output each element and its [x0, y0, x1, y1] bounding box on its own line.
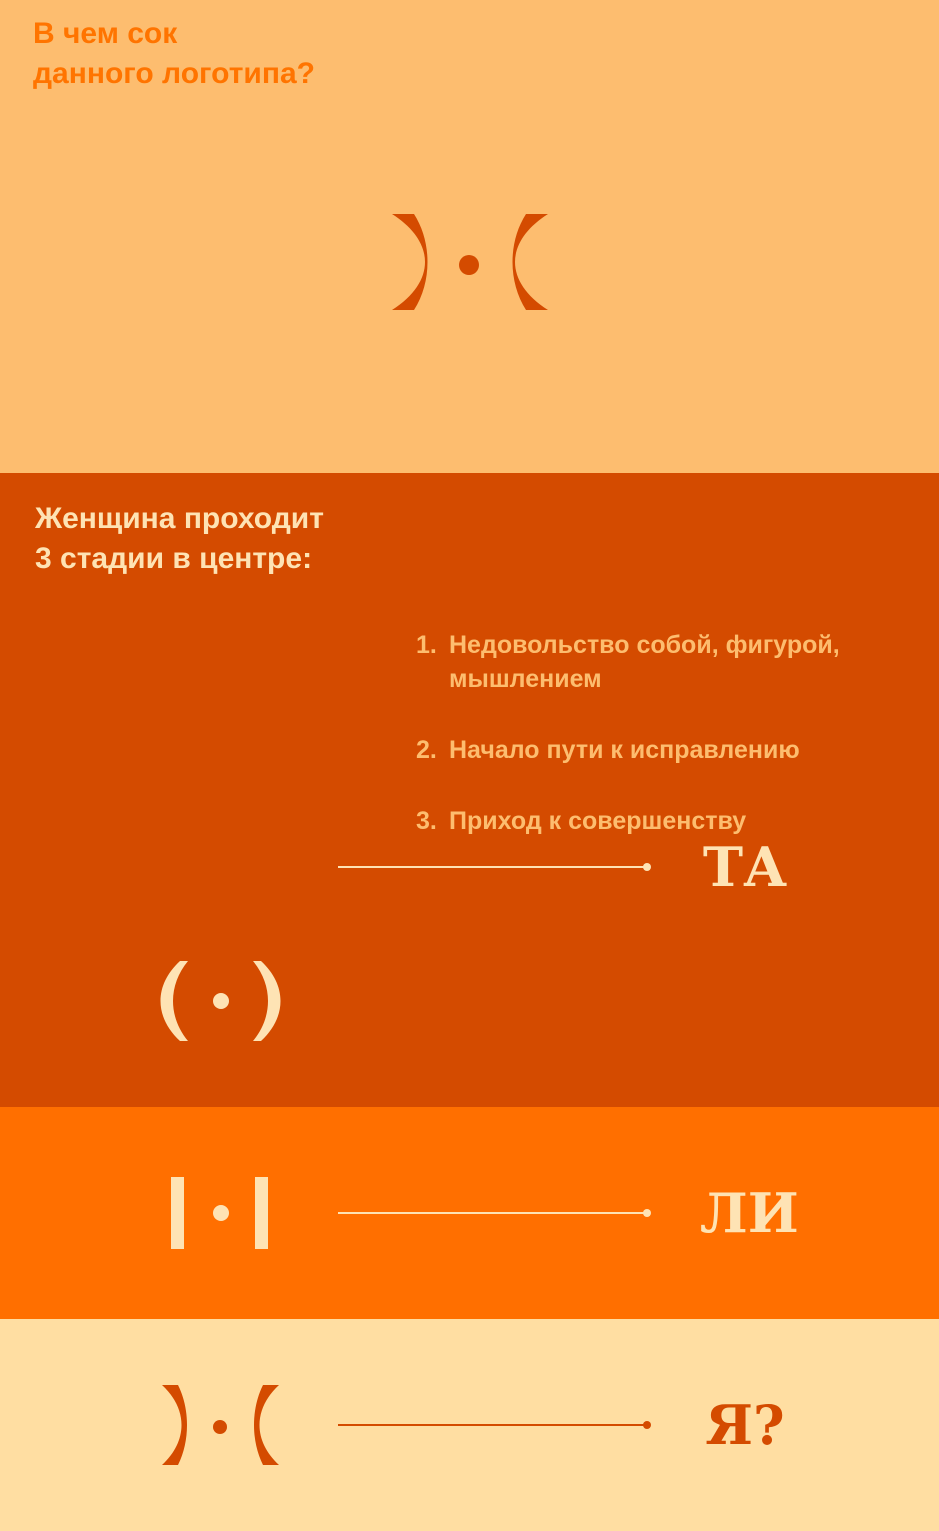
connector-line	[338, 1419, 652, 1431]
stages-title-line-1: Женщина проходит	[35, 502, 324, 535]
stage-item-3	[416, 804, 896, 838]
stage-number: 3.	[416, 807, 437, 835]
row-word-ya: Я?	[705, 1393, 785, 1457]
intro-section	[0, 0, 939, 473]
intro-title	[33, 14, 315, 94]
stages-section	[0, 473, 939, 1107]
round-brackets-dot-icon	[158, 959, 283, 1043]
connector-line	[338, 1207, 652, 1219]
stages-title-line-2: 3 стадии в центре:	[35, 542, 313, 575]
straight-bars-dot-icon	[158, 1171, 283, 1255]
row-section-2	[0, 1107, 939, 1319]
stage-text: Приход к совершенству	[449, 807, 747, 835]
pinched-brackets-dot-icon	[158, 1383, 283, 1467]
stage-text: Недовольство собой, фигурой, мышлением	[449, 631, 840, 693]
stage-item-1	[416, 628, 896, 696]
row-section-3	[0, 1319, 939, 1531]
connector-line	[338, 861, 652, 873]
stages-title	[35, 499, 324, 579]
intro-title-line-1: В чем сок	[33, 17, 178, 50]
intro-title-line-2: данного логотипа?	[33, 57, 315, 90]
stage-number: 1.	[416, 631, 437, 659]
row-word-li: ЛИ	[700, 1181, 799, 1245]
stages-list	[416, 628, 896, 875]
stage-text: Начало пути к исправлению	[449, 736, 800, 764]
stage-item-2	[416, 733, 896, 767]
pinched-brackets-dot-logo-icon	[390, 212, 550, 312]
stage-number: 2.	[416, 736, 437, 764]
row-word-ta: ТА	[702, 835, 788, 899]
